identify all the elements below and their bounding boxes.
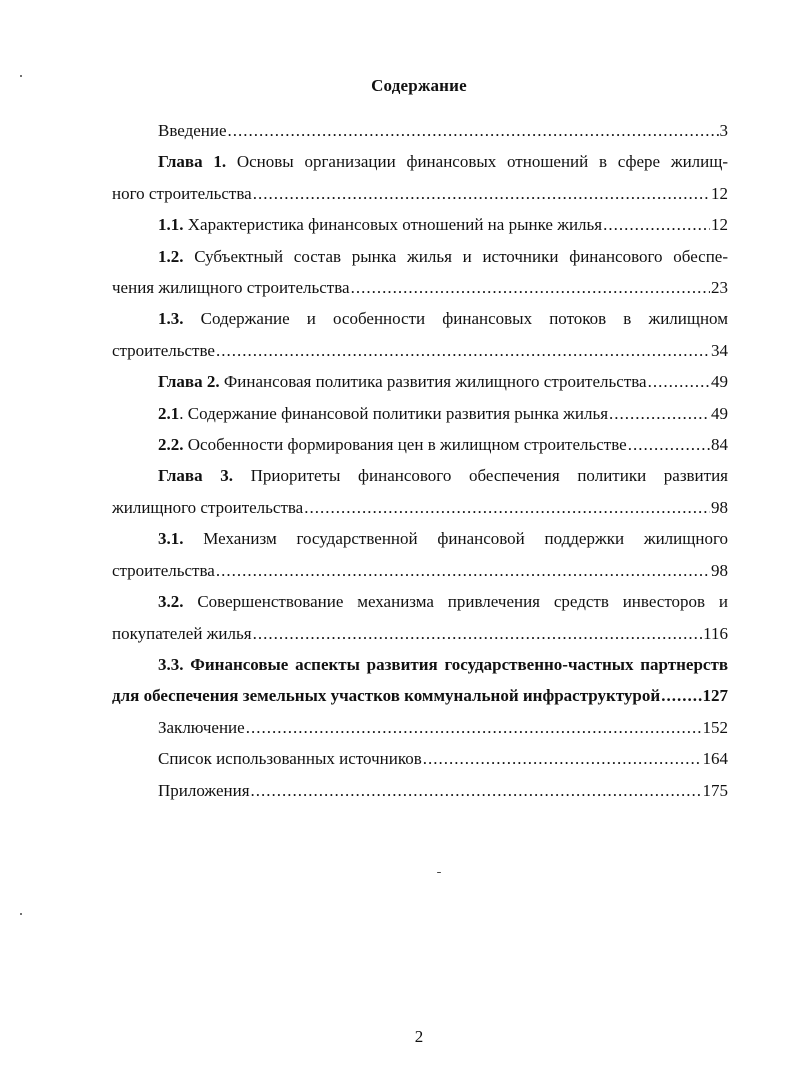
toc-entry-label: Глава 1.	[158, 152, 227, 172]
toc-entry-label: 3.2.	[158, 592, 184, 612]
toc-leader-dots	[609, 398, 710, 429]
toc-page-number: 152	[702, 717, 728, 737]
toc-entry-label: Глава 2.	[158, 372, 220, 392]
toc-entry-text-line2: для обеспечения земельных участков коммунальной инфраструктурой	[112, 686, 661, 706]
toc-leader-dots	[351, 272, 710, 303]
toc-entry-text: Финансовая политика развития жилищного строительства	[223, 372, 647, 392]
toc-entry-text: . Содержание финансовой политики развития рынка жилья	[179, 403, 609, 423]
toc-page-number: 34	[711, 340, 728, 360]
toc-entry-text-line1: Финансовые аспекты развития государственно-частных партнерств	[190, 654, 729, 674]
toc-entry-chapter-3	[112, 460, 728, 523]
toc-entry-label: Глава 3.	[158, 466, 233, 486]
toc-leader-dots	[423, 743, 702, 774]
toc-entry-text-line1: Механизм государственной финансовой поддержки жилищного	[203, 529, 728, 549]
toc-entry-text-line1: Содержание и особенности финансовых потоков в жилищном	[200, 309, 728, 329]
toc-page-number: 127	[702, 686, 728, 706]
toc-entry-text: Список использованных источников	[158, 749, 422, 769]
toc-entry-label: 2.2.	[158, 435, 184, 455]
toc-entry-section-1-3	[112, 303, 728, 366]
toc-entry-label: 1.1.	[158, 215, 184, 235]
toc-entry-text-line2: строительства	[112, 560, 215, 580]
toc-page-number: 84	[711, 435, 728, 455]
toc-entry-text-line1: Субъектный состав рынка жилья и источники финансового обеспе-	[194, 246, 729, 266]
toc-page-number: 164	[702, 749, 728, 769]
page-title: Содержание	[371, 76, 467, 95]
toc-entry-conclusion	[112, 712, 728, 743]
toc-page-number: 23	[711, 278, 728, 298]
toc-entry-introduction	[112, 115, 728, 146]
toc-entry-label: 1.2.	[158, 246, 184, 266]
toc-entry-section-3-1	[112, 523, 728, 586]
toc-entry-text-line1: Совершенствование механизма привлечения средств инвесторов и	[197, 592, 728, 612]
toc-leader-dots	[253, 618, 703, 649]
scan-speck	[437, 872, 441, 873]
toc-leader-dots	[251, 775, 702, 806]
toc-leader-dots	[253, 178, 710, 209]
toc-entry-section-3-3	[112, 649, 728, 712]
toc-leader-dots	[603, 209, 710, 240]
toc-entry-label: 2.1	[158, 403, 180, 423]
table-of-contents	[112, 115, 728, 806]
toc-page-number: 116	[703, 623, 728, 643]
toc-entry-label: 1.3.	[158, 309, 184, 329]
toc-leader-dots	[228, 115, 719, 146]
toc-page-number: 98	[711, 560, 728, 580]
toc-entry-text-line2: чения жилищного строительства	[112, 278, 350, 298]
toc-page-number: 12	[711, 215, 728, 235]
toc-entry-label: 3.3.	[158, 654, 184, 674]
toc-entry-text-line1: Основы организации финансовых отношений в сфере жилищ-	[236, 152, 729, 172]
toc-leader-dots	[661, 680, 701, 711]
toc-leader-dots	[304, 492, 710, 523]
toc-entry-label: 3.1.	[158, 529, 184, 549]
toc-entry-section-2-2	[112, 429, 728, 460]
toc-leader-dots	[216, 555, 710, 586]
toc-entry-text-line2: покупателей жилья	[112, 623, 252, 643]
toc-page-number: 3	[719, 121, 728, 140]
toc-leader-dots	[246, 712, 702, 743]
scan-speck	[20, 913, 22, 915]
toc-entry-section-2-1	[112, 398, 728, 429]
toc-entry-text-line2: строительстве	[112, 340, 215, 360]
toc-leader-dots	[628, 429, 710, 460]
toc-entry-text: Заключение	[158, 717, 245, 737]
toc-entry-references	[112, 743, 728, 774]
toc-entry-section-1-1	[112, 209, 728, 240]
toc-page-number: 175	[702, 780, 728, 800]
page-number: 2	[414, 1027, 424, 1046]
toc-entry-appendices	[112, 775, 728, 806]
toc-entry-section-3-2	[112, 586, 728, 649]
toc-page-number: 49	[711, 403, 728, 423]
toc-page-number: 12	[711, 183, 728, 203]
toc-leader-dots	[648, 366, 710, 397]
toc-leader-dots	[216, 335, 710, 366]
toc-entry-section-1-2	[112, 241, 728, 304]
toc-entry-text-line1: Приоритеты финансового обеспечения политики развития	[250, 466, 729, 486]
toc-entry-chapter-2	[112, 366, 728, 397]
toc-entry-text-line2: ного строительства	[112, 183, 252, 203]
toc-page-number: 49	[711, 372, 728, 392]
toc-entry-text: Введение	[158, 121, 227, 140]
toc-entry-text-line2: жилищного строительства	[112, 497, 304, 517]
toc-page-number: 98	[711, 497, 728, 517]
toc-entry-chapter-1	[112, 146, 728, 209]
toc-entry-text: Характеристика финансовых отношений на рынке жилья	[187, 215, 603, 235]
toc-entry-text: Особенности формирования цен в жилищном строительстве	[187, 435, 627, 455]
toc-entry-text: Приложения	[158, 780, 250, 800]
